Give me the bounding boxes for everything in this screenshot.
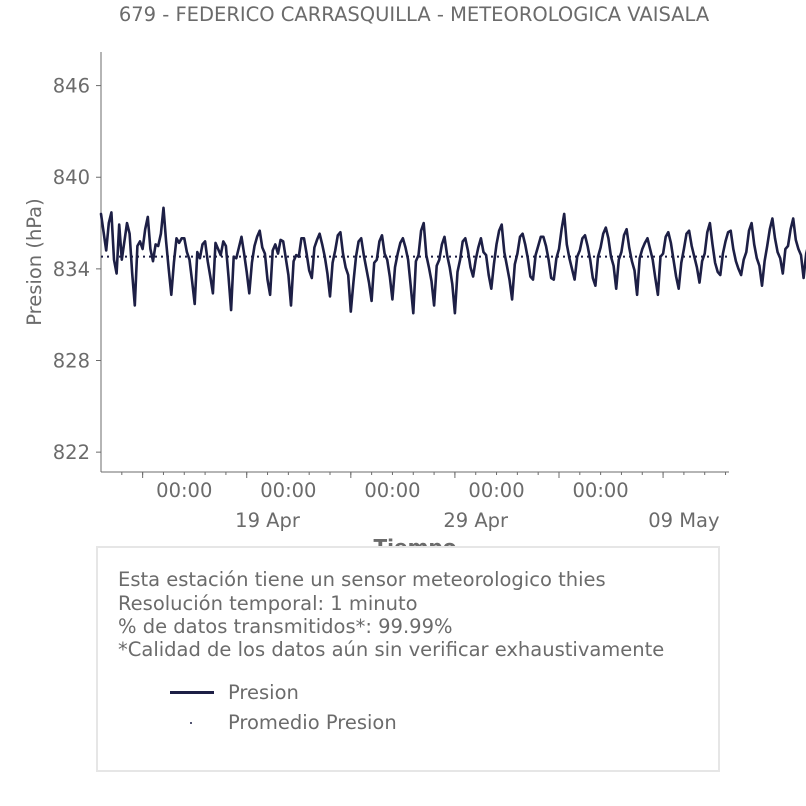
y-tick-label-1: 840 bbox=[52, 166, 90, 190]
x-date-label-1: 29 Apr bbox=[443, 509, 509, 532]
x-date-label-2: 09 May bbox=[648, 509, 720, 532]
x-tick-label-2: 00:00 bbox=[364, 479, 421, 502]
legend-label-presion: Presion bbox=[228, 681, 299, 704]
series-presion-line bbox=[101, 205, 806, 314]
legend-item-presion bbox=[170, 681, 570, 705]
y-tick-label-4: 822 bbox=[52, 441, 90, 465]
y-tick-label-3: 828 bbox=[52, 349, 90, 373]
x-tick-label-1: 00:00 bbox=[260, 479, 317, 502]
series-layer bbox=[101, 205, 806, 314]
x-date-label-0: 19 Apr bbox=[235, 509, 300, 532]
y-tick-label-0: 846 bbox=[52, 74, 90, 98]
info-line-resolution: Resolución temporal: 1 minuto bbox=[118, 592, 418, 615]
info-line-station: Esta estación tiene un sensor meteorologico thies bbox=[118, 568, 606, 591]
info-line-transmitted: % de datos transmitidos*: 99.99% bbox=[118, 615, 453, 638]
legend-swatch-dotted bbox=[170, 722, 214, 724]
legend-item-promedio bbox=[170, 711, 570, 735]
legend-label-promedio: Promedio Presion bbox=[228, 711, 397, 734]
x-tick-label-3: 00:00 bbox=[468, 479, 525, 502]
info-line-quality: *Calidad de los datos aún sin verificar exhaustivamente bbox=[118, 638, 665, 661]
x-tick-label-4: 00:00 bbox=[572, 479, 629, 502]
info-box bbox=[96, 546, 720, 772]
y-axis-label: Presion (hPa) bbox=[23, 198, 46, 326]
chart-title: 679 - FEDERICO CARRASQUILLA - METEOROLOGICA VAISALA bbox=[118, 3, 710, 26]
y-tick-label-2: 834 bbox=[52, 257, 90, 281]
legend-swatch-line bbox=[170, 691, 214, 694]
x-tick-label-0: 00:00 bbox=[156, 479, 213, 502]
